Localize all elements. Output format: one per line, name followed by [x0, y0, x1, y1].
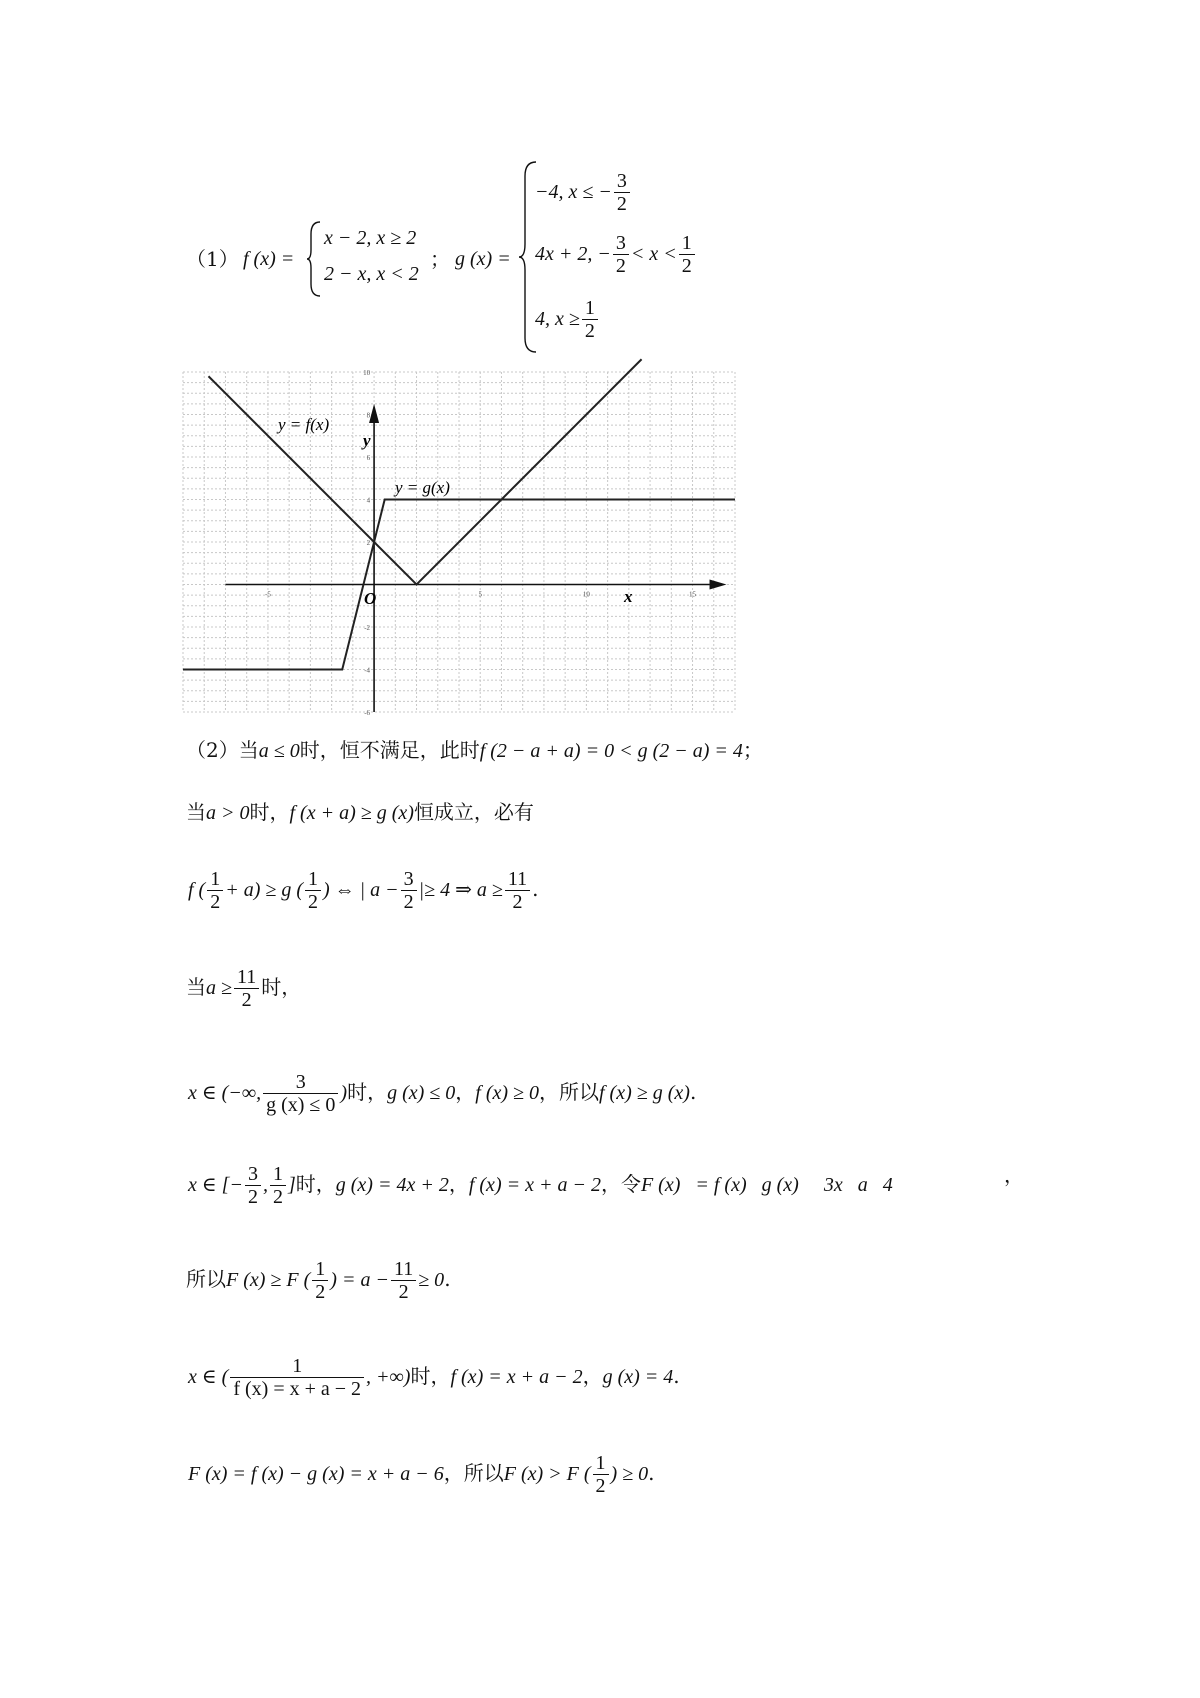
line-6: x ∈ [− $\frac{3}{2}$ , $\frac{1}{2}$ ]时，g (x) = 4x + 2，f (x) = x + a − 2，令F (x) = f (x) g (x) 3x a 4 — [188, 1163, 893, 1208]
y-tick-label: -6 — [364, 709, 371, 717]
label-f: y = f(x) — [278, 415, 330, 434]
x-tick-label: 5 — [478, 590, 482, 599]
part1-separator: ； — [430, 247, 450, 271]
x-tick-label: -5 — [265, 590, 271, 599]
fraction: $\frac{1}{2}$ — [270, 1163, 286, 1208]
line-4: 当a ≥ $\frac{11}{2}$ 时， — [186, 966, 302, 1011]
line-8: x ∈ ( $\frac{1}{f (x) = x + a - 2}$ , +∞)时，f (x) = x + a − 2，g (x) = 4. — [188, 1355, 680, 1400]
g-lhs: g (x) = — [455, 248, 511, 270]
fraction: $\frac{1}{2}$ — [305, 868, 321, 913]
y-tick-label: -4 — [364, 666, 371, 675]
fraction: $\frac{1}{2}$ — [312, 1258, 328, 1303]
fraction: $\frac{11}{2}$ — [234, 966, 259, 1011]
function-graph — [183, 369, 735, 717]
x-axis-arrow — [710, 580, 727, 590]
tick-labels — [265, 369, 697, 717]
line-5: x ∈ (−∞, $\frac{3}{g (x) \le 0}$ )时，g (x) ≤ 0，f (x) ≥ 0，所以f (x) ≥ g (x). — [188, 1071, 697, 1116]
line-9: F (x) = f (x) − g (x) = x + a − 6，所以F (x) > F ( $\frac{1}{2}$ ) ≥ 0. — [188, 1452, 655, 1497]
fraction: $\frac{3}{2}$ — [613, 232, 629, 277]
y-tick-label: 4 — [366, 496, 371, 505]
y-axis-arrow — [366, 404, 379, 423]
g-case1: −4, x ≤ − $\frac{3}{2}$ — [535, 170, 632, 215]
part1-label: （1） — [186, 247, 239, 271]
y-tick-label: 10 — [363, 369, 371, 377]
f-brace — [306, 220, 322, 298]
f-case2: 2 − x, x < 2 — [324, 263, 419, 285]
fraction: $\frac{3}{2}$ — [245, 1163, 261, 1208]
axis-y-label: y — [363, 431, 371, 450]
y-tick-label: -2 — [364, 624, 371, 632]
origin-label: O — [364, 589, 377, 608]
x-tick-label: 10 — [582, 590, 590, 599]
g-case3: 4, x ≥ $\frac{1}{2}$ — [535, 297, 600, 342]
fraction: $\frac{1}{2}$ — [679, 232, 695, 277]
fraction: $\frac{3}{2}$ — [614, 170, 630, 215]
axes — [225, 404, 726, 712]
y-tick-label: 8 — [366, 411, 371, 420]
f-lhs: f (x) = — [243, 248, 295, 270]
line-6-end: ， — [1004, 1163, 1024, 1187]
f-case1: x − 2, x ≥ 2 — [324, 227, 417, 249]
label-g: y = g(x) — [395, 478, 450, 497]
fraction: $\frac{1}{2}$ — [593, 1452, 609, 1497]
line-2: 当a > 0时，f (x + a) ≥ g (x)恒成立，必有 — [186, 800, 534, 824]
fraction: $\frac{11}{2}$ — [391, 1258, 416, 1303]
line-1: （2）当a ≤ 0时，恒不满足，此时f (2 − a + a) = 0 < g (2 − a) = 4； — [186, 738, 763, 762]
fraction: $\frac{1}{2}$ — [582, 297, 598, 342]
line-3: f ( $\frac{1}{2}$ + a) ≥ g ( $\frac{1}{2}$ ) ⇔ | a − $\frac{3}{2}$ |≥ 4 ⇒ a ≥ $\frac{11}{2}$ . — [188, 868, 539, 913]
fraction: $\frac{1}{2}$ — [207, 868, 223, 913]
fraction: $\frac{3}{g (x) \le 0}$ — [263, 1071, 338, 1116]
axis-x-label: x — [624, 587, 633, 606]
fraction: $\frac{11}{2}$ — [505, 868, 530, 913]
g-case2: 4x + 2, − $\frac{3}{2}$ < x < $\frac{1}{2}$ — [535, 232, 697, 277]
line-7: 所以F (x) ≥ F ( $\frac{1}{2}$ ) = a − $\frac{11}{2}$ ≥ 0. — [186, 1258, 451, 1303]
y-tick-label: 2 — [366, 539, 371, 547]
fraction: $\frac{3}{2}$ — [401, 868, 417, 913]
y-tick-label: 6 — [366, 454, 371, 462]
fraction: $\frac{1}{f (x) = x + a - 2}$ — [230, 1355, 364, 1400]
x-tick-label: 15 — [689, 590, 697, 599]
